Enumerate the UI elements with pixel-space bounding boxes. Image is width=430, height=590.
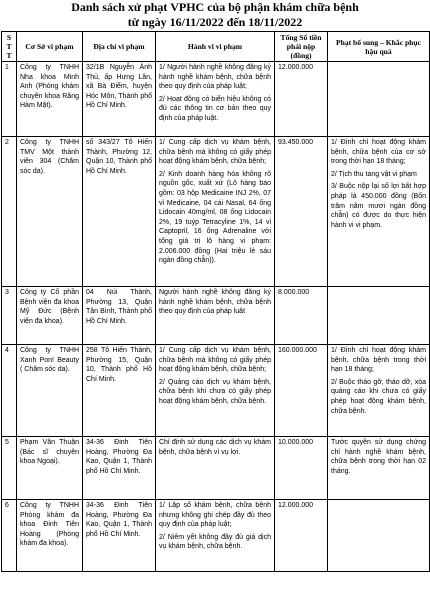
violation-item: Người hành nghề không đăng ký hành nghề khám bệnh, chữa bệnh theo quy định của pháp luật xyxy=(159,289,271,316)
remedy-item: 3/ Buộc nộp lại số lợi bất hợp pháp là 450.000 đồng (Bốn trăm năm mươi ngàn đồng chẵn) có được do thực hiện hành vi vi phạm. xyxy=(331,183,426,229)
cell-bo-sung xyxy=(328,287,430,345)
table-row xyxy=(2,437,430,500)
cell-co-so: Công ty TNHH Xanh Pon! Beauty ( Chăm sóc da). xyxy=(17,345,83,437)
cell-co-so: Công ty TNHH Phòng khám đa khoa Đinh Tiên Hoàng (Phòng khám đa khoa). xyxy=(17,500,83,572)
header-dia-chi: Địa chỉ vi phạm xyxy=(83,32,156,62)
cell-co-so: Phạm Văn Thuận (Bác sĩ chuyên khoa Ngoại). xyxy=(17,437,83,500)
cell-tong-so-tien: 8.000.000 xyxy=(275,287,328,345)
cell-stt: 5 xyxy=(2,437,17,500)
remedy-item: Tước quyền sử dụng chứng chỉ hành nghề khám bệnh, chữa bệnh trong thời hạn 02 tháng. xyxy=(331,439,426,475)
violation-item: 1/ Lập sổ khám bệnh, chữa bệnh nhưng không ghi chép đầy đủ theo quy định của pháp luật; xyxy=(159,502,271,529)
cell-tong-so-tien: 160.000.000 xyxy=(275,345,328,437)
cell-bo-sung xyxy=(328,62,430,137)
violation-item: 2/ Quảng cáo dịch vụ khám bệnh, chữa bệnh khi chưa có giấy phép hoạt động khám bệnh, chữa bệnh. xyxy=(159,378,271,405)
cell-dia-chi: 32/1B Nguyễn Ảnh Thủ, ấp Hưng Lân, xã Bà Điểm, huyện Hóc Môn, Thành phố Hồ Chí Minh. xyxy=(83,62,156,137)
violation-item: Chỉ định sử dụng các dịch vụ khám bệnh, chữa bệnh vì vụ lợi. xyxy=(159,439,271,456)
cell-hanh-vi xyxy=(156,500,275,572)
cell-dia-chi: 34-36 Đinh Tiên Hoàng, Phường Đa Kao, Quận 1, Thành phố Hồ Chí Minh. xyxy=(83,437,156,500)
header-co-so: Cơ Sở vi phạm xyxy=(17,32,83,62)
header-stt: STT xyxy=(2,32,17,62)
table-row xyxy=(2,345,430,437)
cell-co-so: Công ty TNHH Nha khoa Minh Anh (Phòng khám chuyên khoa Răng Hàm Mặt). xyxy=(17,62,83,137)
table-header-row xyxy=(2,32,430,62)
violation-item: 1/ Người hành nghề không đăng ký hành nghề khám bệnh, chữa bệnh theo quy định của pháp luật; xyxy=(159,64,271,91)
cell-stt: 6 xyxy=(2,500,17,572)
cell-hanh-vi xyxy=(156,62,275,137)
cell-hanh-vi xyxy=(156,287,275,345)
cell-bo-sung xyxy=(328,437,430,500)
cell-tong-so-tien: 12.000.000 xyxy=(275,500,328,572)
violation-item: 2/ Kinh doanh hàng hóa không rõ nguồn gốc, xuất xứ (Lô hàng bao gồm: 03 hộp Medicaine INJ 2%, 07 vỉ Medicaine, 04 cái Nasal, 64 ống Lidocain 40mg/ml, 08 ống Lidocain 2%, 19 tuýp Tetracyline 1%, 14 vỉ Captopril, 16 ống Adrenaline với tổng giá trị lô hàng vi phạm: 2.006.000 đồng (Hai triệu lẻ sáu ngàn đồng chẵn)). xyxy=(159,170,271,265)
remedy-item: 2/ Buộc tháo gỡ, tháo dỡ, xóa quảng cáo khi chưa có giấy phép hoạt động khám bệnh, chữa bệnh. xyxy=(331,378,426,415)
violation-item: 1/ Cung cấp dịch vụ khám bệnh, chữa bệnh mà không có giấy phép hoạt động khám bệnh, chữa bệnh; xyxy=(159,139,271,166)
title-line-1: Danh sách xử phạt VPHC của bộ phận khám chữa bệnh xyxy=(71,0,359,14)
cell-dia-chi: số 343/27 Tô Hiến Thành, Phường 12, Quận 10, Thành phố Hồ Chí Minh. xyxy=(83,137,156,287)
cell-stt: 4 xyxy=(2,345,17,437)
cell-dia-chi: 258 Tô Hiến Thành, Phường 15, Quận 10, Thành phố Hồ Chí Minh. xyxy=(83,345,156,437)
cell-hanh-vi xyxy=(156,345,275,437)
title-line-2: từ ngày 16/11/2022 đến 18/11/2022 xyxy=(127,15,303,29)
header-tong-so-tien: Tổng Số tiền phải nộp (đồng) xyxy=(275,32,328,62)
cell-stt: 3 xyxy=(2,287,17,345)
violations-table xyxy=(1,31,430,572)
table-row xyxy=(2,137,430,287)
violation-item: 2/ Hoạt động có biển hiệu không có đủ các thông tin cơ bản theo quy định của pháp luật. xyxy=(159,95,271,122)
cell-co-so: Công ty TNHH TMV Một thành viên 304 (Chăm sóc da). xyxy=(17,137,83,287)
violation-item: 1/ Cung cấp dịch vụ khám bệnh, chữa bệnh mà không có giấy phép hoạt động khám bệnh, chữa bệnh; xyxy=(159,347,271,374)
cell-hanh-vi xyxy=(156,137,275,287)
cell-stt: 2 xyxy=(2,137,17,287)
header-hanh-vi: Hành vi vi phạm xyxy=(156,32,275,62)
table-row xyxy=(2,500,430,572)
cell-tong-so-tien: 93.450.000 xyxy=(275,137,328,287)
cell-bo-sung xyxy=(328,500,430,572)
cell-tong-so-tien: 10.000.000 xyxy=(275,437,328,500)
header-bo-sung: Phạt bổ sung – Khắc phục hậu quả xyxy=(328,32,430,62)
remedy-item: 1/ Đình chỉ hoạt động khám bệnh, chữa bệnh của cơ sở trong thời hạn 18 tháng; xyxy=(331,139,426,166)
cell-tong-so-tien: 12.000.000 xyxy=(275,62,328,137)
document-title xyxy=(0,0,430,32)
cell-bo-sung xyxy=(328,137,430,287)
cell-bo-sung xyxy=(328,345,430,437)
cell-dia-chi: 04 Núi Thành, Phường 13, Quận Tân Bình, Thành phố Hồ Chí Minh. xyxy=(83,287,156,345)
remedy-item: 2/ Tịch thu tang vật vi phạm xyxy=(331,170,417,178)
table-row xyxy=(2,62,430,137)
cell-co-so: Công ty Cổ phần Bệnh viện đa khoa Mỹ Đức (Bệnh viện đa khoa). xyxy=(17,287,83,345)
violation-item: 2/ Niêm yết không đầy đủ giá dịch vụ khám bệnh, chữa bệnh. xyxy=(159,533,271,551)
cell-hanh-vi xyxy=(156,437,275,500)
remedy-item: 1/ Đình chỉ hoạt động khám bệnh, chữa bệnh trong thời hạn 18 tháng; xyxy=(331,347,426,374)
table-row xyxy=(2,287,430,345)
cell-dia-chi: 34-36 Đinh Tiên Hoàng, Phường Đa Kao, Quận 1, Thành phố Hồ Chí Minh. xyxy=(83,500,156,572)
cell-stt: 1 xyxy=(2,62,17,137)
